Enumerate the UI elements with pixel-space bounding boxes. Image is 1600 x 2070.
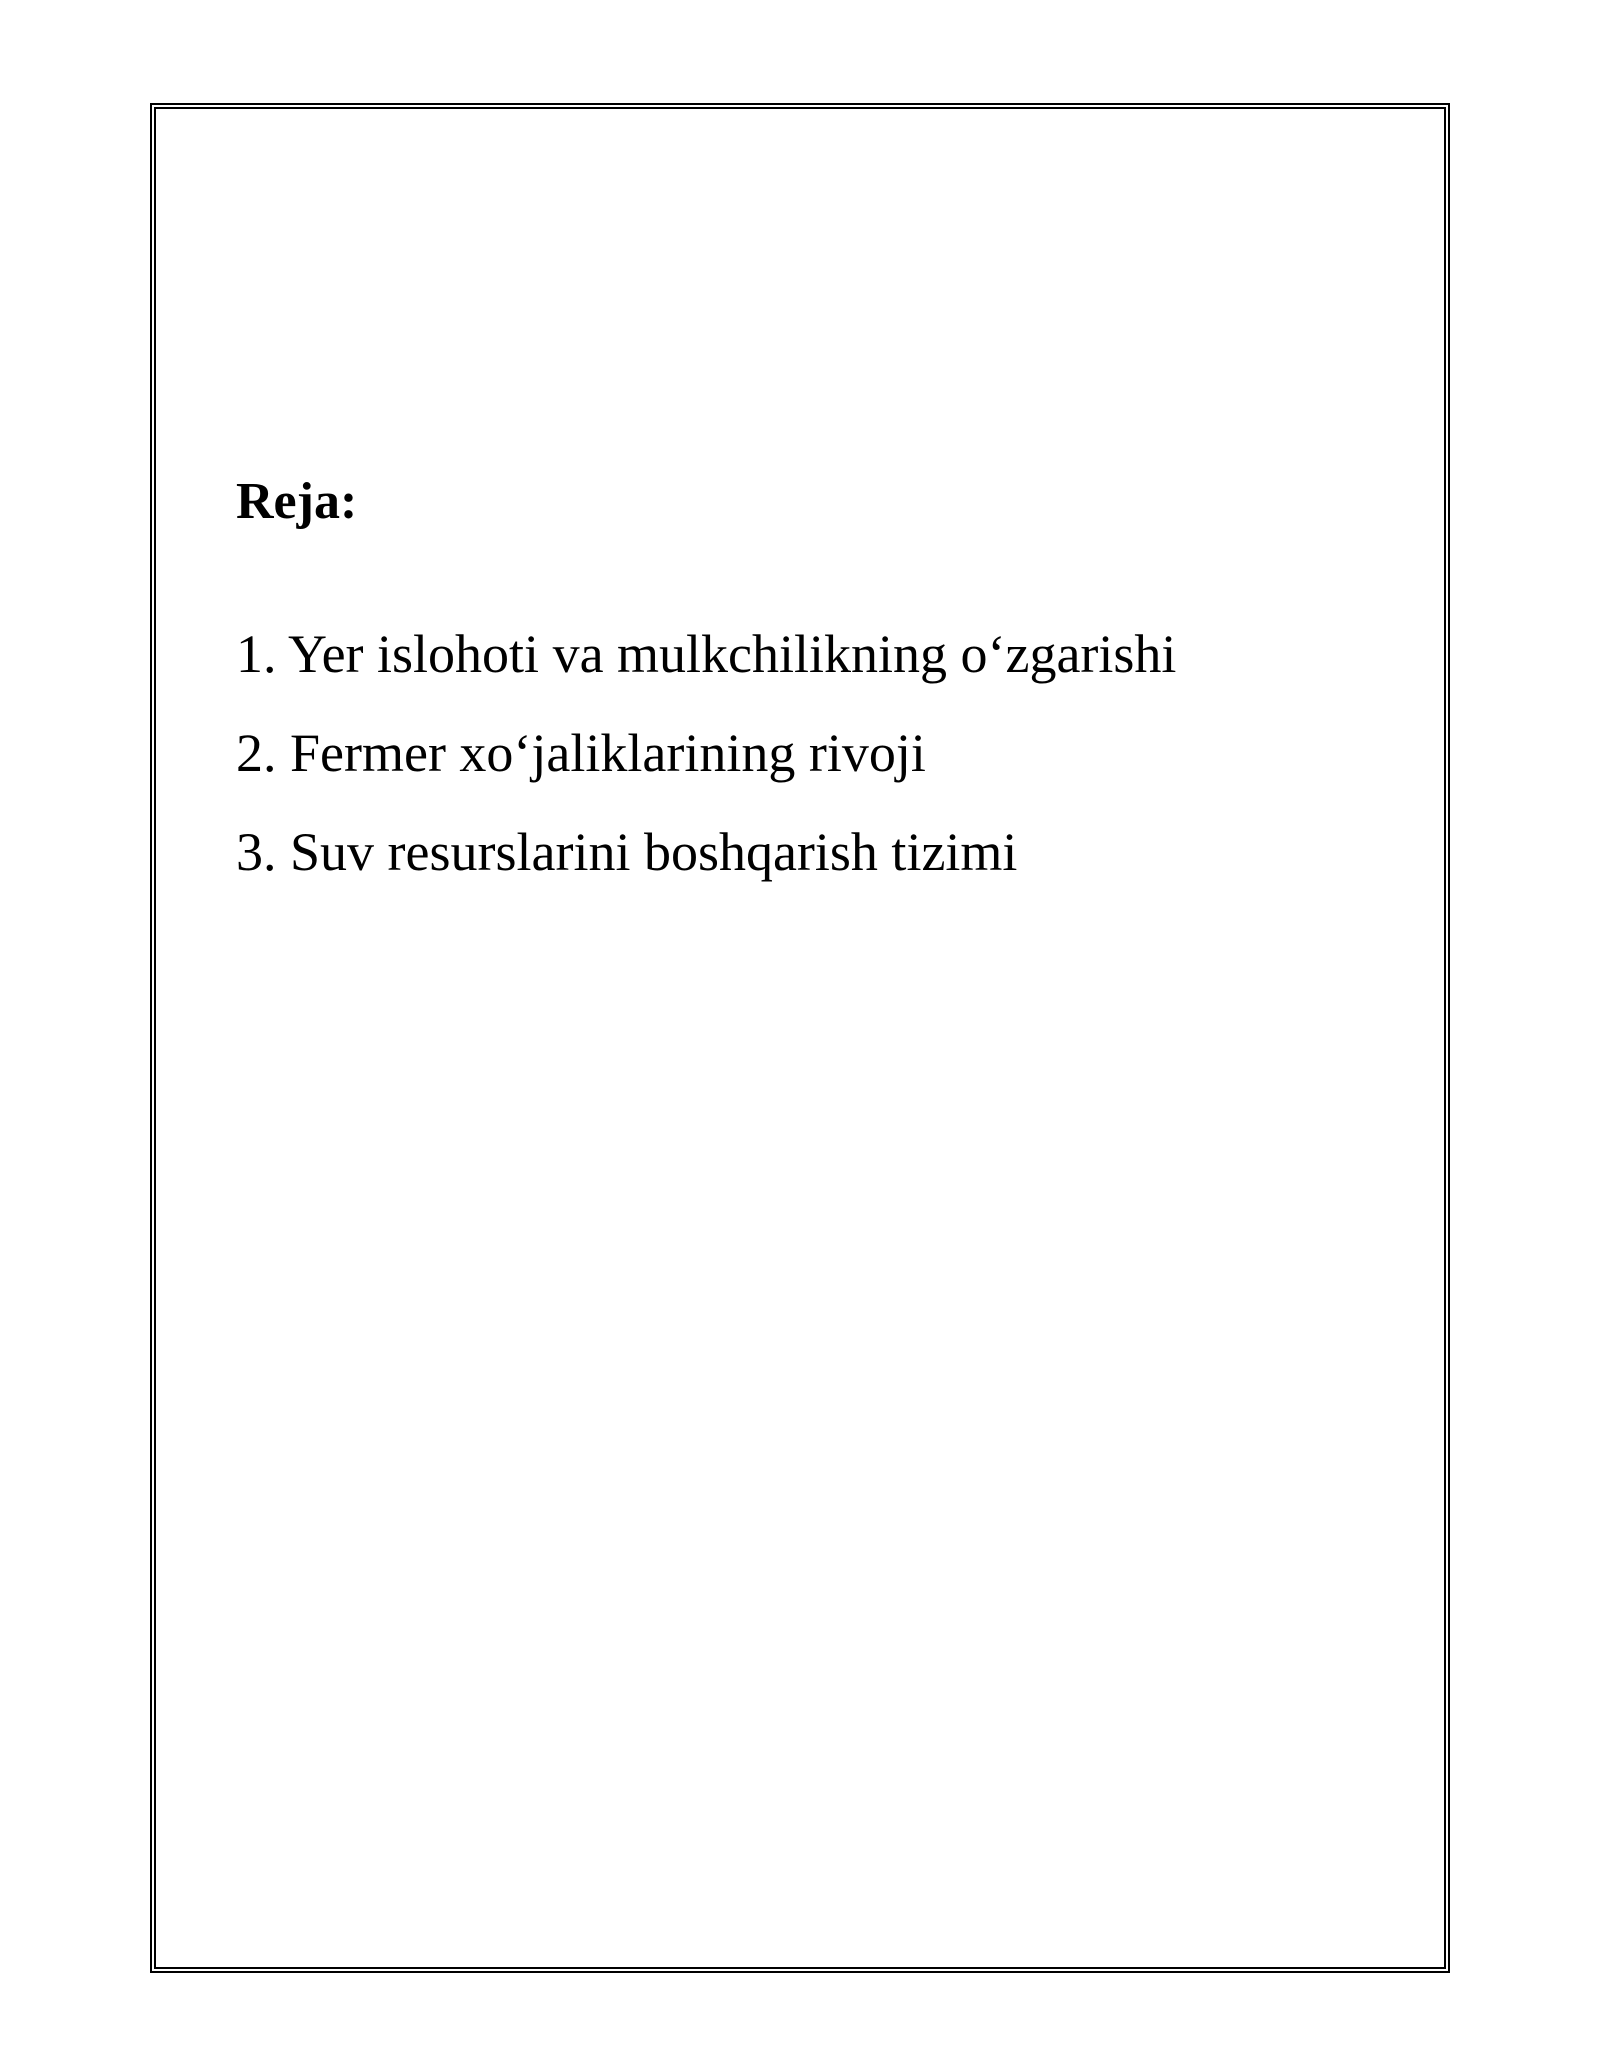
- page-border-frame: [150, 103, 1450, 1973]
- plan-item-2: 2. Fermer xo‘jaliklarining rivoji: [236, 723, 926, 783]
- plan-item-1: 1. Yer islohoti va mulkchilikning o‘zgarishi: [236, 624, 1177, 684]
- plan-item-3: 3. Suv resurslarini boshqarish tizimi: [236, 822, 1018, 882]
- plan-list: [236, 605, 1176, 902]
- plan-heading: Reja:: [236, 473, 358, 530]
